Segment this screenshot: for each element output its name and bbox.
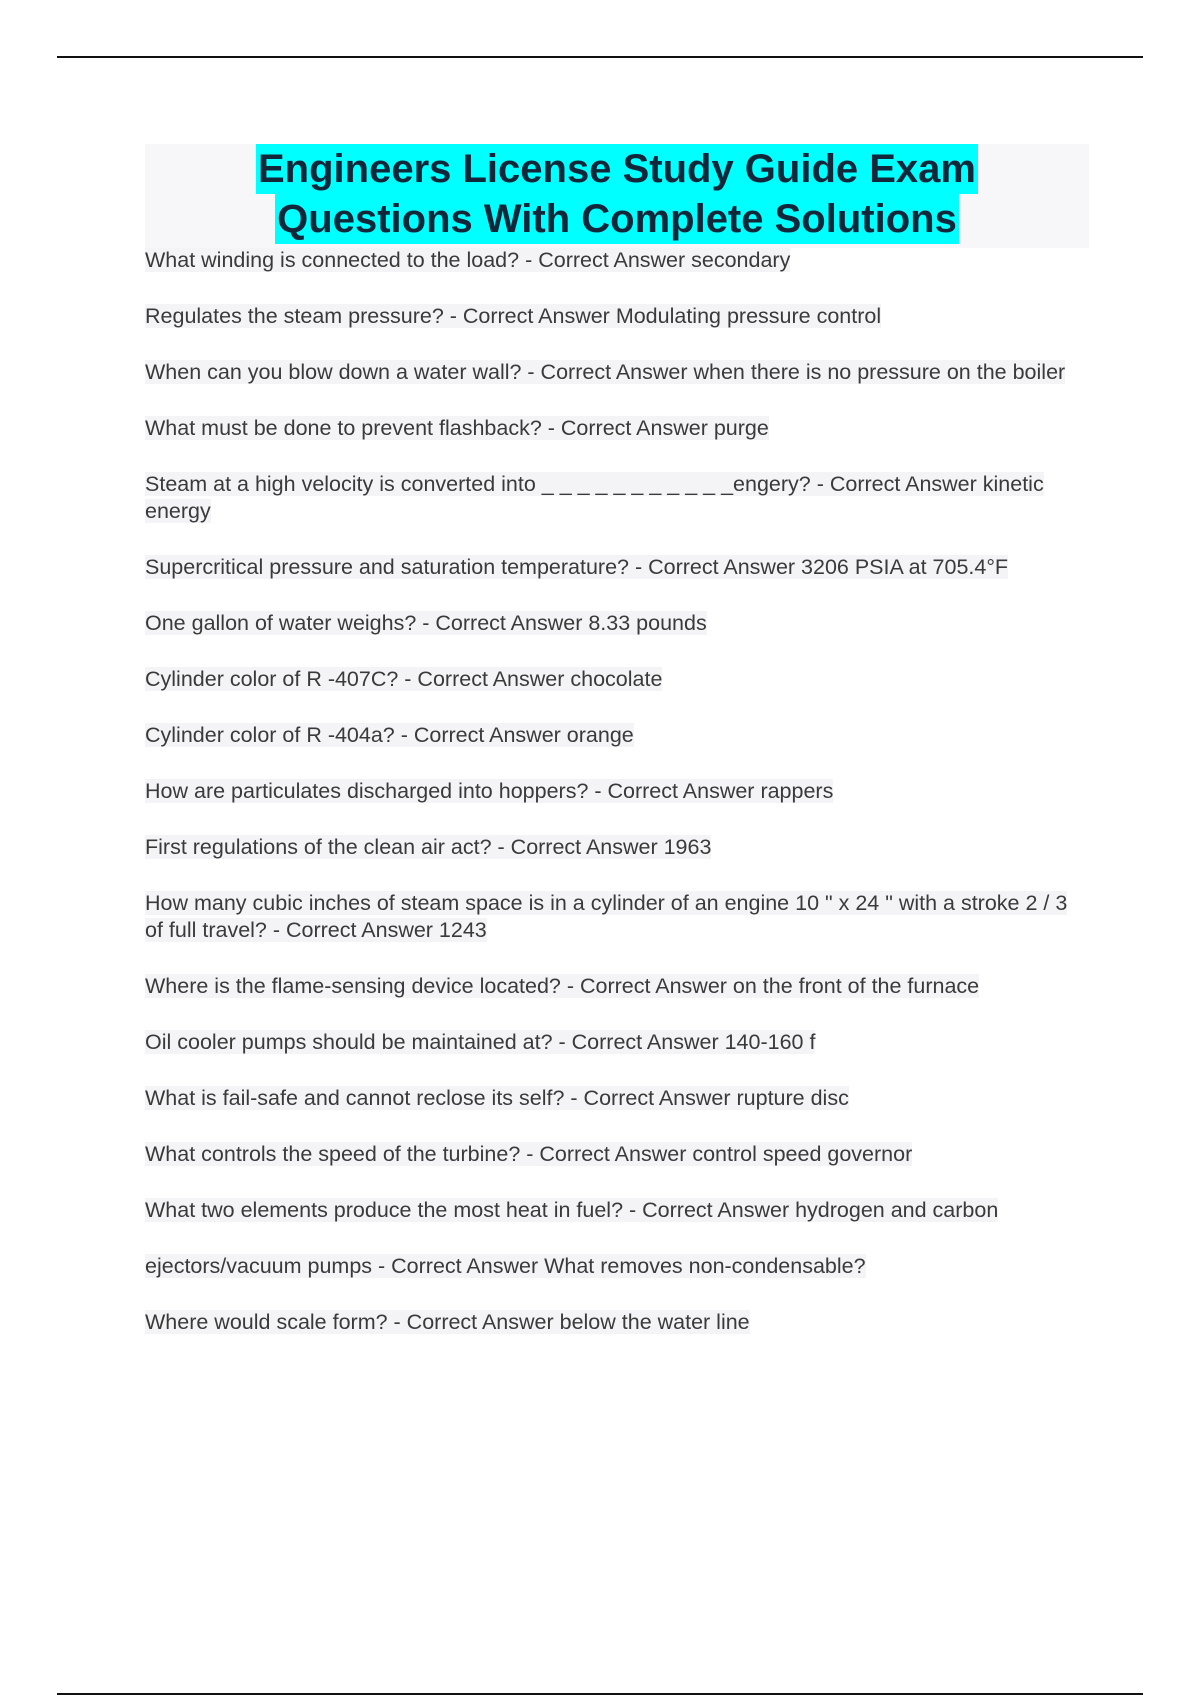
top-rule [57, 56, 1143, 58]
title-line-1: Engineers License Study Guide Exam [256, 144, 978, 194]
title-line-2: Questions With Complete Solutions [275, 194, 959, 244]
qa-item: How many cubic inches of steam space is in a cylinder of an engine 10 " x 24 " with a stroke 2 / 3 of full travel? - Correct Answer 1243 [145, 891, 1068, 942]
qa-item: Steam at a high velocity is converted into _ _ _ _ _ _ _ _ _ _ _engery? - Correct Answer kinetic energy [145, 472, 1044, 523]
qa-item: Supercritical pressure and saturation temperature? - Correct Answer 3206 PSIA at 705.4°F [145, 555, 1009, 579]
qa-item: What is fail-safe and cannot reclose its self? - Correct Answer rupture disc [145, 1086, 849, 1110]
bottom-rule [57, 1693, 1143, 1695]
qa-item: Cylinder color of R -407C? - Correct Answer chocolate [145, 667, 663, 691]
qa-item: How are particulates discharged into hoppers? - Correct Answer rappers [145, 779, 834, 803]
qa-item: ejectors/vacuum pumps - Correct Answer What removes non-condensable? [145, 1254, 866, 1278]
qa-item: What two elements produce the most heat in fuel? - Correct Answer hydrogen and carbon [145, 1198, 999, 1222]
document-title [145, 144, 1089, 248]
qa-item: When can you blow down a water wall? - Correct Answer when there is no pressure on the boiler [145, 360, 1066, 384]
qa-item: One gallon of water weighs? - Correct Answer 8.33 pounds [145, 611, 707, 635]
qa-item: Regulates the steam pressure? - Correct Answer Modulating pressure control [145, 304, 882, 328]
qa-item: Where is the flame-sensing device located? - Correct Answer on the front of the furnace [145, 974, 980, 998]
qa-item: Where would scale form? - Correct Answer below the water line [145, 1310, 750, 1334]
qa-item: First regulations of the clean air act? - Correct Answer 1963 [145, 835, 712, 859]
qa-item: What must be done to prevent flashback? - Correct Answer purge [145, 416, 769, 440]
qa-item: Cylinder color of R -404a? - Correct Answer orange [145, 723, 634, 747]
qa-item: Oil cooler pumps should be maintained at? - Correct Answer 140-160 f [145, 1030, 816, 1054]
qa-list [145, 247, 1089, 1365]
qa-item: What controls the speed of the turbine? - Correct Answer control speed governor [145, 1142, 913, 1166]
qa-item: What winding is connected to the load? - Correct Answer secondary [145, 248, 791, 272]
